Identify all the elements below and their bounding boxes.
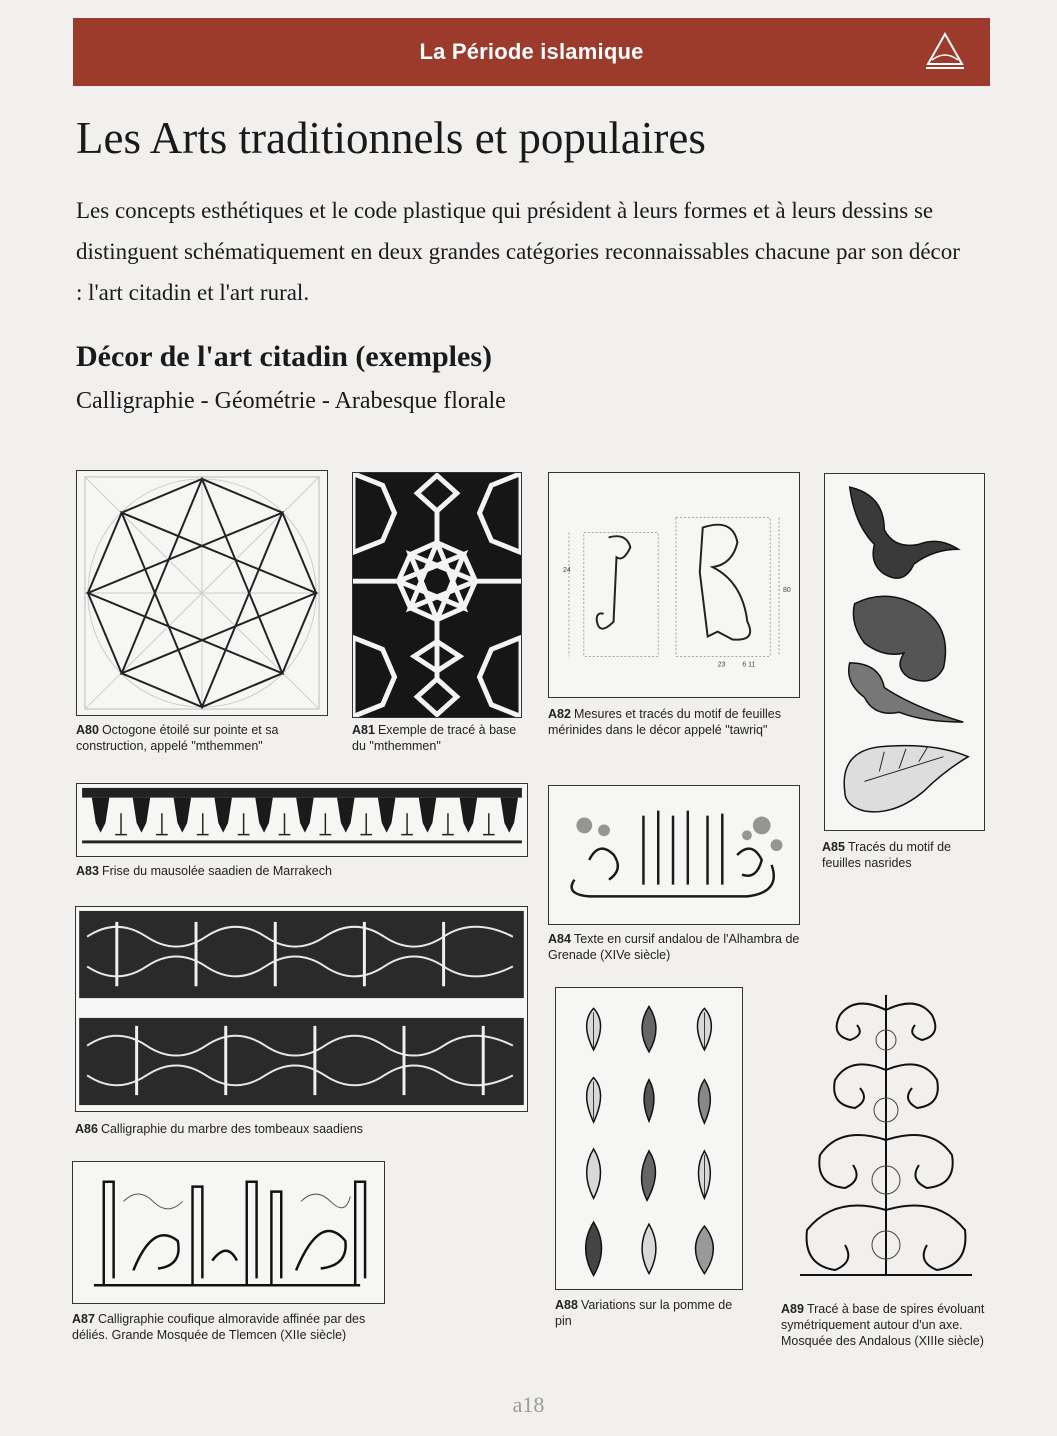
caption-a83: A83 Frise du mausolée saadien de Marrakech	[76, 864, 332, 878]
figure-a86-marble-calligraphy	[75, 906, 528, 1112]
caption-a84: A84 Texte en cursif andalou de l'Alhambra de Grenade (XIVe siècle)	[548, 932, 800, 962]
figure-a88-pine-cone-variations	[555, 987, 743, 1290]
figure-a87-kufic-calligraphy	[72, 1161, 385, 1304]
svg-text:6 11: 6 11	[742, 661, 756, 669]
caption-a81: A81 Exemple de tracé à base du "mthemmen"	[352, 723, 517, 753]
intro-paragraph: Les concepts esthétiques et le code plastique qui président à leurs formes et à leurs dessins se distinguent schématiquement en deux grandes catégories reconnaissables chacune par son décor : l'art citadin et l'art rural.	[76, 198, 960, 305]
section-title: Décor de l'art citadin (exemples)	[76, 340, 493, 373]
svg-text:24: 24	[562, 567, 571, 575]
figure-a84-cursive-text	[548, 785, 800, 925]
figure-a81-star-pattern	[352, 472, 522, 718]
figure-a85-nasrid-leaves	[824, 473, 985, 831]
page-number: a18	[512, 1392, 545, 1417]
caption-a88: A88 Variations sur la pomme de pin	[555, 1298, 733, 1328]
figure-a80-octagon-star	[76, 470, 328, 716]
pyramid-logo-icon	[922, 28, 968, 74]
caption-a82: A82 Mesures et tracés du motif de feuilles mérinides dans le décor appelé "tawriq"	[548, 707, 781, 737]
caption-a87: A87 Calligraphie coufique almoravide affinée par des déliés. Grande Mosquée de Tlemcen (XIIe siècle)	[72, 1312, 366, 1342]
section-banner	[73, 18, 990, 86]
caption-a85: A85 Tracés du motif de feuilles nasrides	[822, 840, 951, 870]
caption-a89: A89 Tracé à base de spires évoluant symétriquement autour d'un axe. Mosquée des Andalous (XIIIe siècle)	[781, 1302, 985, 1348]
figure-a83-frieze	[76, 783, 528, 857]
svg-text:80: 80	[783, 586, 791, 594]
page-title: Les Arts traditionnels et populaires	[76, 113, 706, 163]
section-subtitle: Calligraphie - Géométrie - Arabesque florale	[76, 388, 506, 414]
svg-text:23: 23	[717, 661, 726, 669]
figure-a89-spiral-ornament	[795, 990, 977, 1282]
caption-a80: A80 Octogone étoilé sur pointe et sa construction, appelé "mthemmen"	[76, 723, 279, 753]
caption-a86: A86 Calligraphie du marbre des tombeaux saadiens	[75, 1122, 363, 1136]
banner-title: La Période islamique	[419, 39, 644, 64]
figure-a82-leaf-measurements	[548, 472, 800, 698]
